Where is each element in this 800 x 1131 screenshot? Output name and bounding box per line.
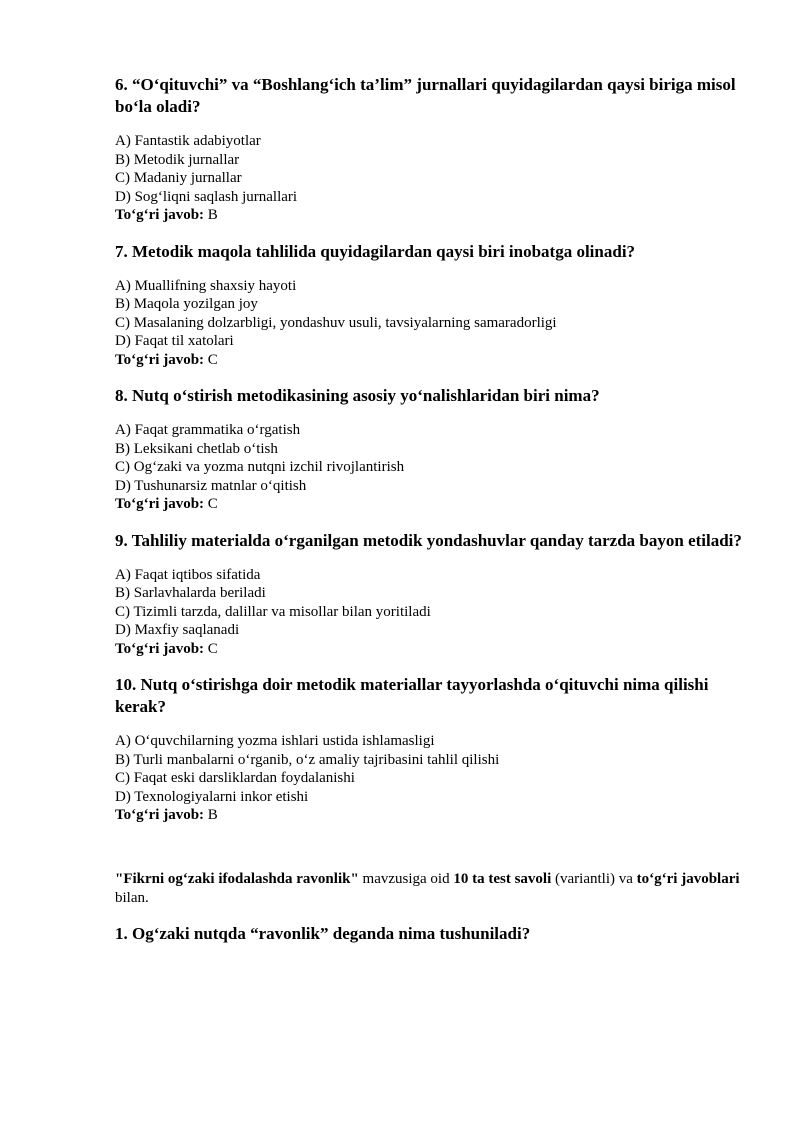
answer-option: C) Madaniy jurnallar	[115, 170, 242, 186]
option-list	[115, 132, 745, 206]
option-list	[115, 732, 745, 806]
question-list	[115, 74, 745, 825]
answer-option: A) O‘quvchilarning yozma ishlari ustida ishlamasligi	[115, 733, 435, 749]
correct-answer	[115, 351, 745, 370]
answer-option: D) Tushunarsiz matnlar o‘qitish	[115, 477, 307, 494]
intro-answers: to‘g‘ri javoblari	[636, 870, 740, 887]
correct-answer-value: B	[204, 807, 218, 823]
question-block	[115, 530, 745, 659]
answer-option: C) Og‘zaki va yozma nutqni izchil rivojlantirish	[115, 459, 405, 475]
correct-answer-label: To‘g‘ri javob:	[115, 207, 205, 223]
correct-answer-label: To‘g‘ri javob:	[115, 351, 205, 368]
answer-option: B) Turli manbalarni o‘rganib, o‘z amaliy tajribasini tahlil qilishi	[115, 751, 500, 768]
correct-answer-label: To‘g‘ri javob:	[115, 496, 205, 512]
correct-answer-value: C	[204, 640, 218, 657]
question-title: 6. “O‘qituvchi” va “Boshlang‘ich ta’lim” jurnallari quyidagilardan qaysi biriga misol bo‘la oladi?	[115, 75, 736, 116]
question-title: 8. Nutq o‘stirish metodikasining asosiy yo‘nalishlaridan biri nima?	[115, 386, 600, 405]
correct-answer-value: C	[204, 351, 218, 368]
final-question-title: 1. Og‘zaki nutqda “ravonlik” deganda nima tushuniladi?	[115, 923, 531, 943]
intro-count: 10 ta test savoli	[453, 870, 552, 887]
answer-option: A) Muallifning shaxsiy hayoti	[115, 277, 297, 294]
correct-answer	[115, 495, 745, 514]
correct-answer-value: B	[204, 207, 218, 223]
option-list	[115, 421, 745, 495]
question-title: 9. Tahliliy materialda o‘rganilgan metodik yondashuvlar qanday tarzda bayon etiladi?	[115, 530, 742, 550]
correct-answer	[115, 640, 745, 659]
answer-option: D) Texnologiyalarni inkor etishi	[115, 788, 309, 805]
document-page	[115, 74, 745, 945]
answer-option: B) Maqola yozilgan joy	[115, 296, 258, 312]
question-block	[115, 674, 745, 825]
question-title: 10. Nutq o‘stirishga doir metodik materiallar tayyorlashda o‘qituvchi nima qilishi kerak?	[115, 675, 709, 716]
answer-option: C) Faqat eski darsliklardan foydalanishi	[115, 770, 355, 786]
correct-answer-label: To‘g‘ri javob:	[115, 640, 205, 657]
intro-topic: "Fikrni og‘zaki ifodalashda ravonlik"	[115, 870, 359, 887]
answer-option: D) Faqat til xatolari	[115, 333, 234, 349]
answer-option: D) Sog‘liqni saqlash jurnallari	[115, 188, 298, 205]
question-block	[115, 385, 745, 514]
answer-option: B) Sarlavhalarda beriladi	[115, 585, 266, 601]
intro-text-3: bilan.	[115, 889, 149, 906]
option-list	[115, 566, 745, 640]
answer-option: B) Leksikani chetlab o‘tish	[115, 440, 278, 457]
answer-option: C) Tizimli tarzda, dalillar va misollar bilan yoritiladi	[115, 603, 431, 620]
correct-answer-value: C	[204, 496, 218, 512]
correct-answer	[115, 806, 745, 825]
option-list	[115, 277, 745, 351]
answer-option: B) Metodik jurnallar	[115, 151, 240, 168]
correct-answer	[115, 206, 745, 225]
answer-option: C) Masalaning dolzarbligi, yondashuv usuli, tavsiyalarning samaradorligi	[115, 314, 557, 331]
answer-option: A) Faqat iqtibos sifatida	[115, 566, 261, 583]
question-block	[115, 241, 745, 370]
intro-text-2: (variantli) va	[551, 870, 637, 887]
question-block	[115, 74, 745, 225]
intro-text-1: mavzusiga oid	[358, 870, 454, 887]
answer-option: A) Fantastik adabiyotlar	[115, 133, 261, 149]
correct-answer-label: To‘g‘ri javob:	[115, 807, 205, 823]
answer-option: A) Faqat grammatika o‘rgatish	[115, 422, 301, 438]
section-intro	[115, 870, 745, 908]
answer-option: D) Maxfiy saqlanadi	[115, 622, 240, 638]
question-title: 7. Metodik maqola tahlilida quyidagilardan qaysi biri inobatga olinadi?	[115, 241, 636, 261]
